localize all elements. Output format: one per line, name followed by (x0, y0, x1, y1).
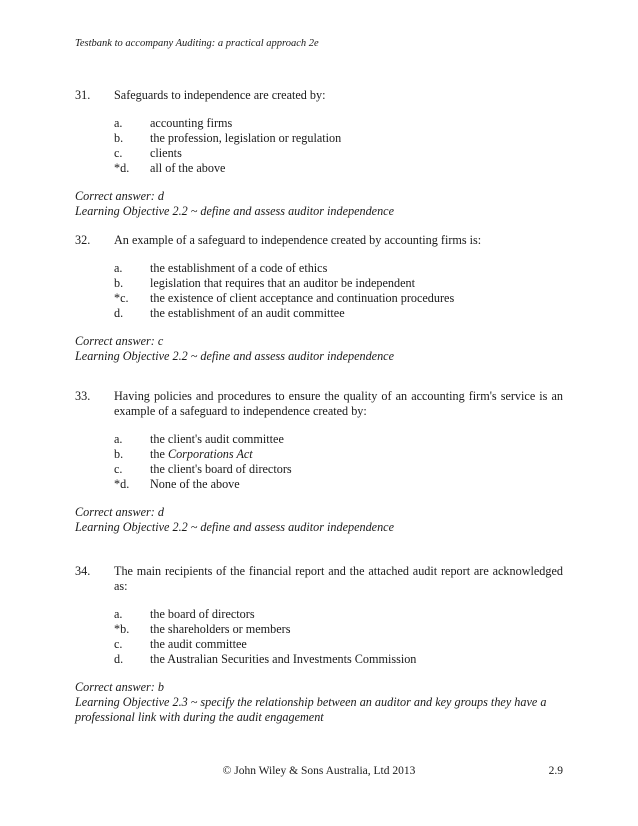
option-a (114, 116, 563, 131)
option-letter: b. (114, 131, 124, 145)
running-header: Testbank to accompany Auditing: a practical approach 2e (75, 38, 319, 49)
copyright-notice: © John Wiley & Sons Australia, Ltd 2013 (222, 765, 416, 777)
option-letter: a. (114, 261, 123, 275)
option-text: None of the above (150, 477, 240, 491)
option-c (114, 146, 563, 161)
option-list (114, 607, 563, 667)
option-letter: *d. (114, 477, 130, 491)
option-letter: *c. (114, 291, 129, 305)
option-letter: *d. (114, 161, 130, 175)
question-text: Safeguards to independence are created by: (114, 88, 326, 102)
option-letter: c. (114, 637, 123, 651)
page-number: 2.9 (548, 765, 563, 777)
correct-answer: Correct answer: b (75, 680, 164, 694)
option-text: the profession, legislation or regulation (150, 131, 342, 145)
question-number: 33. (75, 389, 91, 403)
option-text-prefix: the (150, 447, 168, 461)
question-number: 34. (75, 564, 91, 578)
page-footer (75, 765, 563, 779)
option-d (114, 161, 563, 176)
act-title: Corporations Act (167, 447, 253, 461)
question-number: 31. (75, 88, 91, 102)
option-text: the audit committee (150, 637, 247, 651)
option-text: clients (150, 146, 182, 160)
option-b (114, 622, 563, 637)
correct-answer: Correct answer: d (75, 505, 164, 519)
option-c (114, 291, 563, 306)
option-d (114, 652, 563, 667)
learning-objective: Learning Objective 2.3 ~ specify the relationship between an auditor and key groups they have a professional link with during the audit engagement (75, 695, 547, 724)
question-number: 32. (75, 233, 91, 247)
question-33 (75, 389, 563, 535)
option-text: the Australian Securities and Investments Commission (150, 652, 417, 666)
option-letter: d. (114, 652, 124, 666)
correct-answer: Correct answer: c (75, 334, 164, 348)
option-a (114, 607, 563, 622)
option-text: the establishment of an audit committee (150, 306, 345, 320)
learning-objective: Learning Objective 2.2 ~ define and assess auditor independence (75, 204, 395, 218)
option-letter: a. (114, 607, 123, 621)
option-letter: d. (114, 306, 124, 320)
option-a (114, 261, 563, 276)
option-letter: a. (114, 116, 123, 130)
option-text: all of the above (150, 161, 226, 175)
question-text: An example of a safeguard to independence created by accounting firms is: (114, 233, 482, 247)
option-b (114, 276, 563, 291)
learning-objective: Learning Objective 2.2 ~ define and assess auditor independence (75, 520, 395, 534)
option-letter: a. (114, 432, 123, 446)
option-text: the client's board of directors (150, 462, 292, 476)
option-text: accounting firms (150, 116, 233, 130)
option-list (114, 432, 563, 492)
option-a (114, 432, 563, 447)
option-b (114, 131, 563, 146)
option-letter: b. (114, 447, 124, 461)
option-letter: b. (114, 276, 124, 290)
option-c (114, 637, 563, 652)
question-text: The main recipients of the financial report and the attached audit report are acknowledged as: (114, 564, 563, 593)
correct-answer: Correct answer: d (75, 189, 164, 203)
option-letter: *b. (114, 622, 130, 636)
option-b (114, 447, 563, 462)
option-list (114, 116, 563, 176)
question-34 (75, 564, 563, 725)
question-text: Having policies and procedures to ensure the quality of an accounting firm's service is an example of a safeguard to independence created by: (114, 389, 563, 418)
option-text: the establishment of a code of ethics (150, 261, 328, 275)
option-c (114, 462, 563, 477)
option-d (114, 477, 563, 492)
option-letter: c. (114, 462, 123, 476)
option-list (114, 261, 563, 321)
option-text (150, 447, 253, 462)
question-32 (75, 233, 563, 364)
option-text: the board of directors (150, 607, 255, 621)
learning-objective: Learning Objective 2.2 ~ define and assess auditor independence (75, 349, 395, 363)
option-text: legislation that requires that an auditor be independent (150, 276, 415, 290)
option-text: the existence of client acceptance and continuation procedures (150, 291, 455, 305)
option-d (114, 306, 563, 321)
question-31 (75, 88, 563, 219)
option-text: the client's audit committee (150, 432, 284, 446)
option-text: the shareholders or members (150, 622, 291, 636)
option-letter: c. (114, 146, 123, 160)
